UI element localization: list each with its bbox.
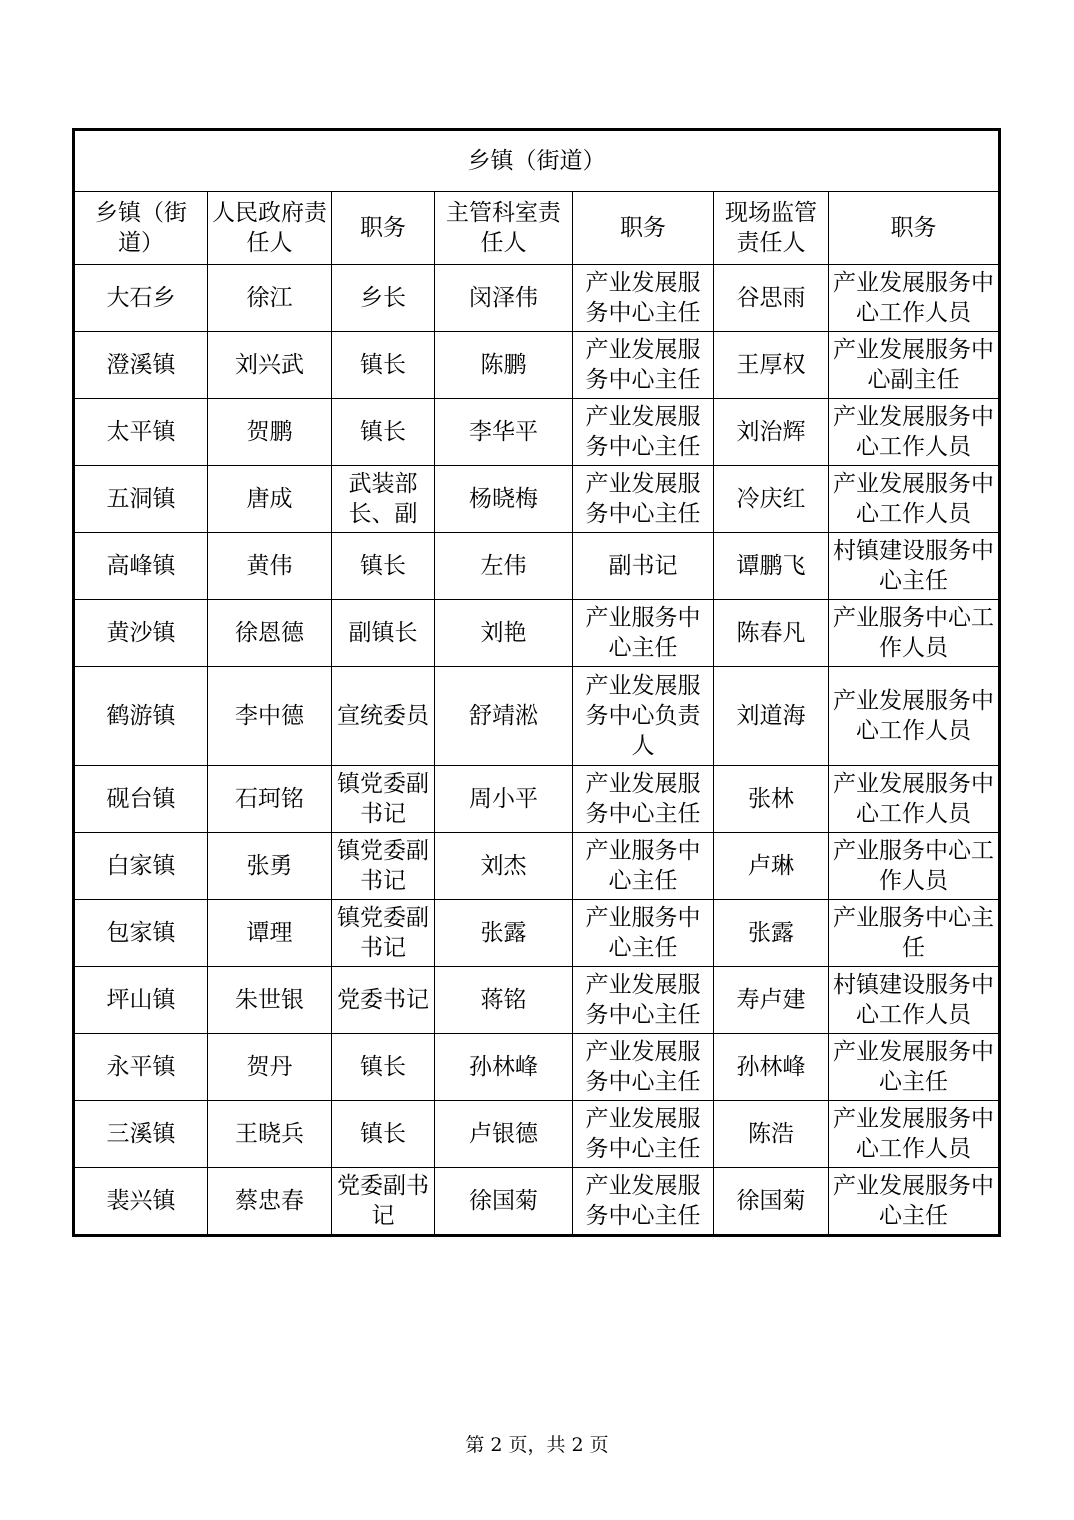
government-responsible-cell: 谭理: [208, 900, 332, 967]
department-responsible-cell: 杨晓梅: [435, 466, 573, 533]
page-number: 第 2 页，共 2 页: [465, 1434, 609, 1456]
town-cell: 砚台镇: [74, 766, 208, 833]
table-row: [74, 1034, 1000, 1101]
position-cell: 产业发展服务中心副主任: [829, 332, 1000, 399]
site-supervisor-cell: 徐国菊: [714, 1168, 829, 1236]
town-cell: 坪山镇: [74, 967, 208, 1034]
position-cell: 村镇建设服务中心工作人员: [829, 967, 1000, 1034]
town-cell: 裴兴镇: [74, 1168, 208, 1236]
site-supervisor-cell: 卢琳: [714, 833, 829, 900]
position-cell: 产业发展服务中心主任: [829, 1034, 1000, 1101]
site-supervisor-cell: 谭鹏飞: [714, 533, 829, 600]
table-row: [74, 766, 1000, 833]
position-cell: 产业服务中心主任: [829, 900, 1000, 967]
position-cell: 镇长: [332, 533, 435, 600]
position-cell: 产业发展服务中心主任: [573, 265, 714, 332]
header-position: 职务: [332, 192, 435, 265]
department-responsible-cell: 左伟: [435, 533, 573, 600]
site-supervisor-cell: 刘道海: [714, 667, 829, 766]
site-supervisor-cell: 张露: [714, 900, 829, 967]
department-responsible-cell: 刘艳: [435, 600, 573, 667]
government-responsible-cell: 朱世银: [208, 967, 332, 1034]
department-responsible-cell: 孙林峰: [435, 1034, 573, 1101]
position-cell: 党委书记: [332, 967, 435, 1034]
position-cell: 产业服务中心主任: [573, 900, 714, 967]
position-text: 武装部长、副: [348, 471, 418, 527]
table-header-row: [74, 192, 1000, 265]
position-cell: 产业服务中心主任: [573, 833, 714, 900]
position-cell: 产业发展服务中心负责人: [573, 667, 714, 766]
position-cell: 乡长: [332, 265, 435, 332]
department-responsible-cell: 蒋铭: [435, 967, 573, 1034]
site-supervisor-cell: 王厚权: [714, 332, 829, 399]
position-cell: 产业服务中心工作人员: [829, 600, 1000, 667]
table-row: [74, 1101, 1000, 1168]
position-cell: 产业发展服务中心主任: [573, 967, 714, 1034]
table-row: [74, 1168, 1000, 1236]
department-responsible-cell: 周小平: [435, 766, 573, 833]
government-responsible-cell: 黄伟: [208, 533, 332, 600]
position-cell: 产业发展服务中心工作人员: [829, 466, 1000, 533]
position-cell: 产业发展服务中心主任: [829, 1168, 1000, 1236]
position-cell: 镇长: [332, 332, 435, 399]
table-row: [74, 600, 1000, 667]
town-cell: 五洞镇: [74, 466, 208, 533]
government-responsible-cell: 贺鹏: [208, 399, 332, 466]
government-responsible-cell: 王晓兵: [208, 1101, 332, 1168]
town-cell: 鹤游镇: [74, 667, 208, 766]
position-cell: 副镇长: [332, 600, 435, 667]
header-position: 职务: [573, 192, 714, 265]
responsibility-table: [72, 128, 1001, 1237]
government-responsible-cell: 贺丹: [208, 1034, 332, 1101]
table-row: [74, 265, 1000, 332]
government-responsible-cell: 唐成: [208, 466, 332, 533]
table-row: [74, 833, 1000, 900]
header-government-responsible: 人民政府责任人: [208, 192, 332, 265]
site-supervisor-cell: 陈浩: [714, 1101, 829, 1168]
site-supervisor-cell: 孙林峰: [714, 1034, 829, 1101]
position-cell: [332, 466, 435, 533]
table-row: [74, 399, 1000, 466]
position-cell: 产业发展服务中心工作人员: [829, 1101, 1000, 1168]
department-responsible-cell: 张露: [435, 900, 573, 967]
department-responsible-cell: 舒靖淞: [435, 667, 573, 766]
department-responsible-cell: 闵泽伟: [435, 265, 573, 332]
government-responsible-cell: 徐恩德: [208, 600, 332, 667]
government-responsible-cell: 蔡忠春: [208, 1168, 332, 1236]
position-cell: 村镇建设服务中心主任: [829, 533, 1000, 600]
town-cell: 三溪镇: [74, 1101, 208, 1168]
table-row: [74, 533, 1000, 600]
town-cell: 黄沙镇: [74, 600, 208, 667]
site-supervisor-cell: 张林: [714, 766, 829, 833]
department-responsible-cell: 李华平: [435, 399, 573, 466]
position-cell: 产业发展服务中心主任: [573, 1101, 714, 1168]
position-cell: 产业发展服务中心工作人员: [829, 399, 1000, 466]
position-cell: 镇长: [332, 1101, 435, 1168]
town-cell: 太平镇: [74, 399, 208, 466]
position-cell: 产业服务中心主任: [573, 600, 714, 667]
table-row: [74, 332, 1000, 399]
position-cell: 产业发展服务中心工作人员: [829, 265, 1000, 332]
position-cell: 宣统委员: [332, 667, 435, 766]
position-cell: 镇党委副书记: [332, 900, 435, 967]
department-responsible-cell: 陈鹏: [435, 332, 573, 399]
header-position: 职务: [829, 192, 1000, 265]
header-site-supervisor: 现场监管责任人: [714, 192, 829, 265]
position-cell: 产业发展服务中心主任: [573, 766, 714, 833]
government-responsible-cell: 李中德: [208, 667, 332, 766]
table-title-row: [74, 130, 1000, 192]
government-responsible-cell: 张勇: [208, 833, 332, 900]
position-cell: 镇长: [332, 1034, 435, 1101]
table-row: [74, 900, 1000, 967]
position-cell: 产业发展服务中心主任: [573, 332, 714, 399]
table-title: 乡镇（街道）: [74, 130, 1000, 192]
town-cell: 大石乡: [74, 265, 208, 332]
department-responsible-cell: 刘杰: [435, 833, 573, 900]
table-row: [74, 667, 1000, 766]
government-responsible-cell: 刘兴武: [208, 332, 332, 399]
position-cell: 产业发展服务中心工作人员: [829, 667, 1000, 766]
position-cell: 党委副书记: [332, 1168, 435, 1236]
site-supervisor-cell: 冷庆红: [714, 466, 829, 533]
position-cell: 镇长: [332, 399, 435, 466]
position-cell: 镇党委副书记: [332, 833, 435, 900]
position-cell: 镇党委副书记: [332, 766, 435, 833]
position-cell: 产业发展服务中心主任: [573, 1034, 714, 1101]
position-cell: 产业发展服务中心主任: [573, 466, 714, 533]
position-cell: 产业服务中心工作人员: [829, 833, 1000, 900]
site-supervisor-cell: 刘治辉: [714, 399, 829, 466]
site-supervisor-cell: 谷思雨: [714, 265, 829, 332]
header-department-responsible: 主管科室责任人: [435, 192, 573, 265]
government-responsible-cell: 石珂铭: [208, 766, 332, 833]
position-cell: 产业发展服务中心工作人员: [829, 766, 1000, 833]
table-row: [74, 967, 1000, 1034]
town-cell: 包家镇: [74, 900, 208, 967]
town-cell: 白家镇: [74, 833, 208, 900]
header-town: 乡镇（街道）: [74, 192, 208, 265]
position-cell: 副书记: [573, 533, 714, 600]
site-supervisor-cell: 陈春凡: [714, 600, 829, 667]
table-row: [74, 466, 1000, 533]
department-responsible-cell: 卢银德: [435, 1101, 573, 1168]
government-responsible-cell: 徐江: [208, 265, 332, 332]
town-cell: 高峰镇: [74, 533, 208, 600]
town-cell: 永平镇: [74, 1034, 208, 1101]
department-responsible-cell: 徐国菊: [435, 1168, 573, 1236]
site-supervisor-cell: 寿卢建: [714, 967, 829, 1034]
town-cell: 澄溪镇: [74, 332, 208, 399]
position-cell: 产业发展服务中心主任: [573, 399, 714, 466]
position-cell: 产业发展服务中心主任: [573, 1168, 714, 1236]
